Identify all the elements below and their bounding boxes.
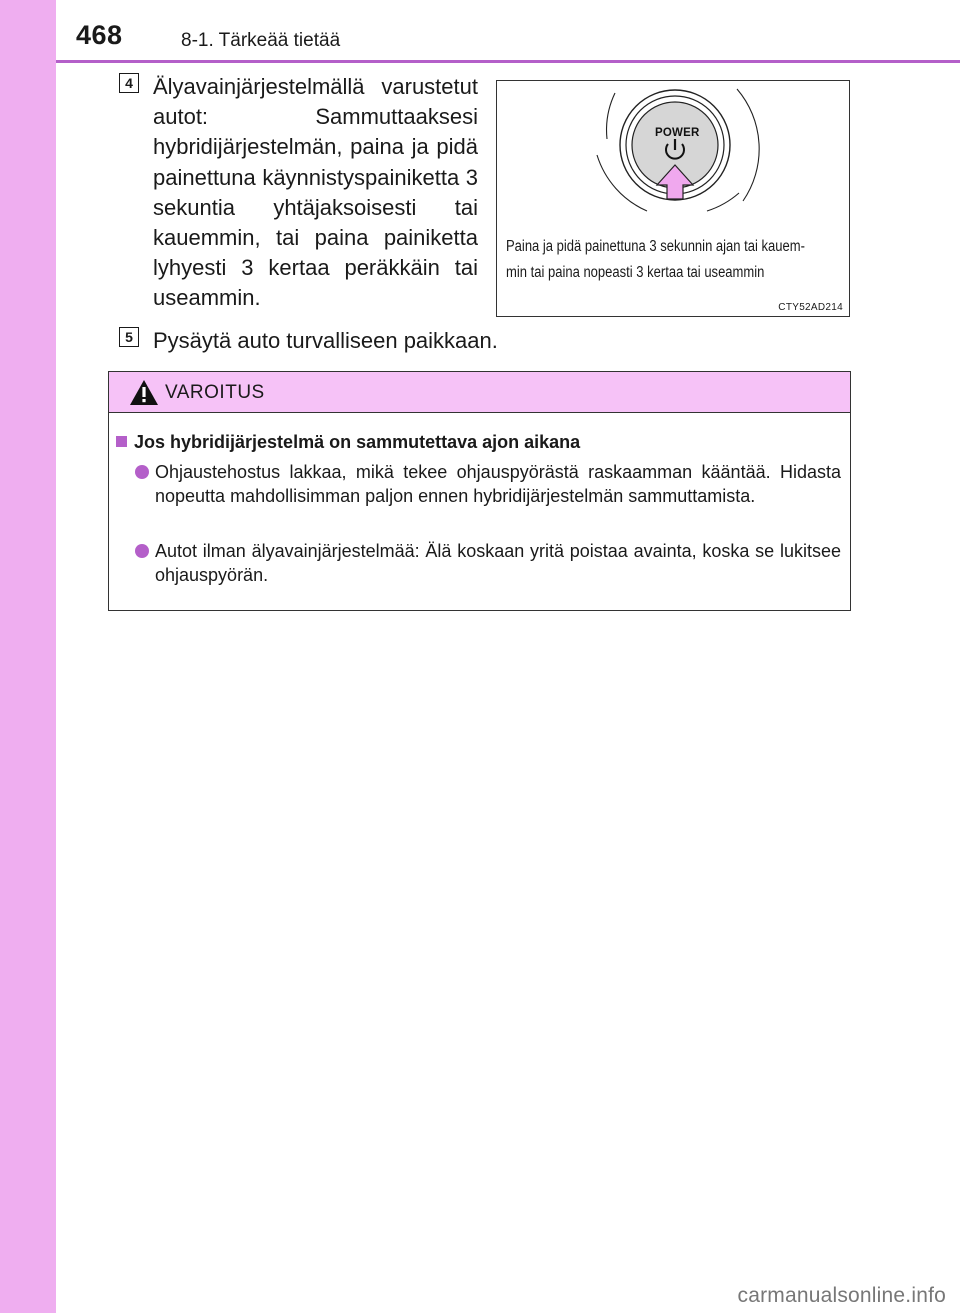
power-button-label: POWER	[655, 127, 700, 139]
figure-code: CTY52AD214	[778, 302, 843, 313]
figure-caption-line-1: Paina ja pidä painettuna 3 sekunnin ajan tai kauem-	[506, 238, 805, 255]
warning-subheading-text: Jos hybridijärjestelmä on sammutettava ajon aikana	[134, 432, 581, 452]
header-rule	[56, 60, 960, 63]
warning-box	[108, 371, 851, 611]
side-tab-bar	[0, 0, 56, 1313]
warning-title: VAROITUS	[165, 382, 265, 403]
warning-bullet-1-text: Ohjaustehostus lakkaa, mikä tekee ohjauspyörästä raskaamman kääntää. Hidasta nopeutta mahdollisimman paljon ennen hybridijärjestelmän sammuttamista.	[155, 462, 841, 506]
warning-bullet-2	[135, 539, 841, 587]
step-number-4: 4	[119, 73, 139, 93]
round-bullet-icon	[135, 465, 149, 479]
warning-triangle-icon	[129, 379, 159, 406]
watermark: carmanualsonline.info	[737, 1284, 946, 1307]
warning-bullet-1	[135, 460, 841, 508]
figure-caption-line-2: min tai paina nopeasti 3 kertaa tai useammin	[506, 264, 765, 281]
page-number: 468	[76, 20, 123, 50]
figure-caption	[506, 234, 805, 286]
power-button-figure	[496, 80, 850, 317]
section-title: 8-1. Tärkeää tietää	[181, 30, 341, 51]
step-5-text: Pysäytä auto turvalliseen paikkaan.	[153, 328, 498, 353]
round-bullet-icon	[135, 544, 149, 558]
warning-header	[109, 372, 850, 413]
step-number-5: 5	[119, 327, 139, 347]
step-4-text: Älyavainjärjestelmällä varustetut autot: Sammuttaaksesi hybridijärjestelmän, paina ja pidä painettuna käynnistyspainiketta 3 sekuntia yhtäjaksoisesti tai kauemmin, tai paina painiketta lyhyesti 3 kertaa peräkkäin tai useammin.	[153, 74, 478, 311]
warning-bullet-2-text: Autot ilman älyavainjärjestelmää: Älä koskaan yritä poistaa avainta, koska se lukitsee ohjauspyörän.	[155, 541, 841, 585]
warning-subheading	[116, 432, 580, 453]
square-bullet-icon	[116, 436, 127, 447]
